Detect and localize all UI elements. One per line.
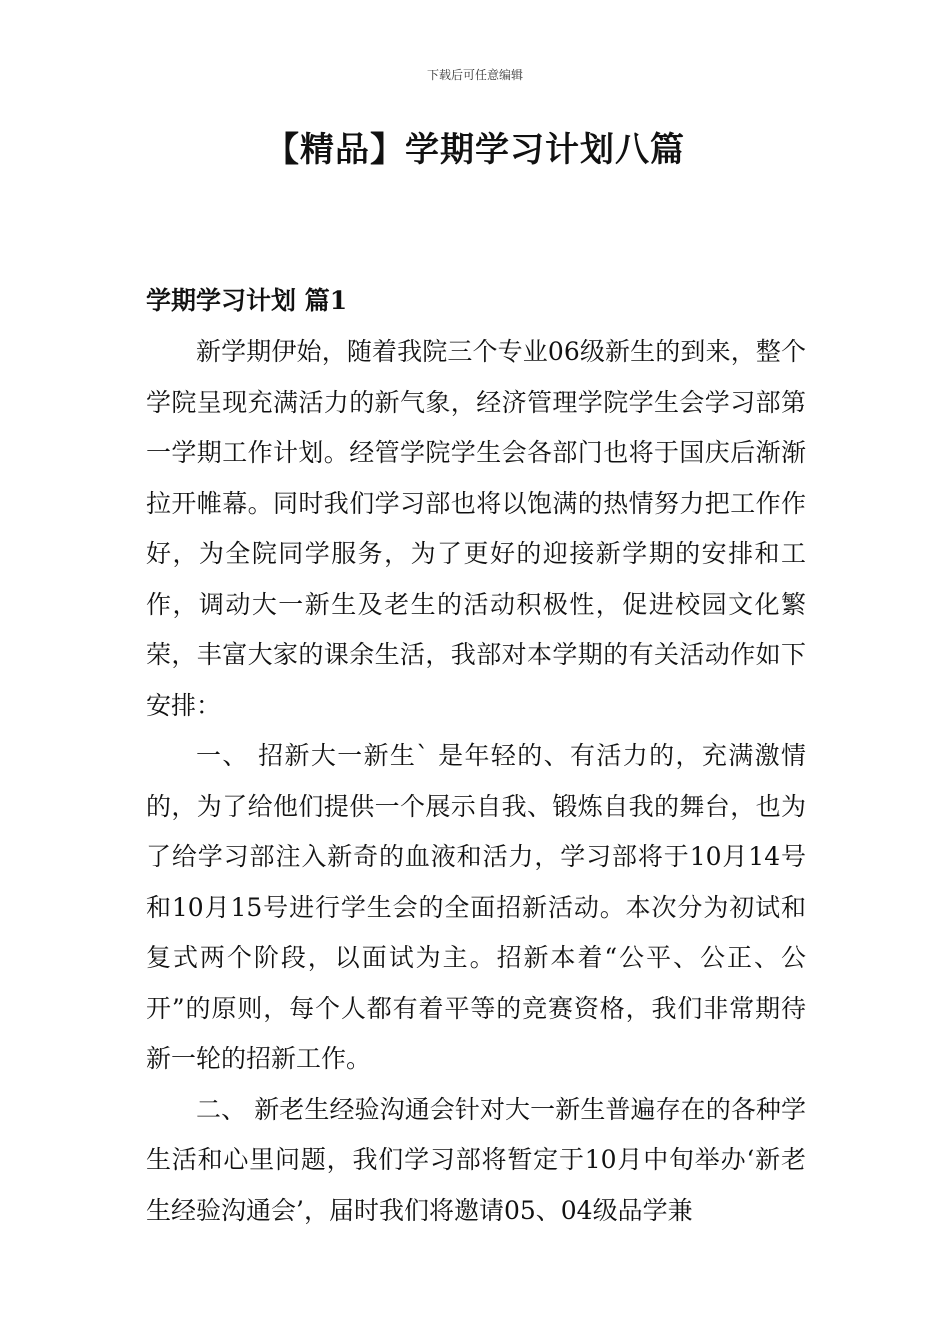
paragraph-item-2: 二、 新老生经验沟通会针对大一新生普遍存在的各种学生活和心里问题，我们学习部将暂定于10月中旬举办‘新老生经验沟通会’，届时我们将邀请05、04级品学兼 [146,1094,806,1225]
section-heading: 学期学习计划 篇1 [146,286,348,315]
paragraph-item-1: 一、 招新大一新生` 是年轻的、有活力的，充满激情的，为了给他们提供一个展示自我、锻炼自我的舞台，也为了给学习部注入新奇的血液和活力，学习部将于10月14号和10月15号进行学生会的全面招新活动。本次分为初试和复式两个阶段，以面试为主。招新本着“公平、公正、公开”的原则，每个人都有着平等的竞赛资格，我们非常期待新一轮的招新工作。 [146,741,806,1073]
document-title: 【精品】学期学习计划八篇 [265,130,685,170]
document-body [146,327,806,1236]
paragraph-intro: 新学期伊始，随着我院三个专业06级新生的到来，整个学院呈现充满活力的新气象，经济管理学院学生会学习部第一学期工作计划。经管学院学生会各部门也将于国庆后渐渐拉开帷幕。同时我们学习部也将以饱满的热情努力把工作作好，为全院同学服务，为了更好的迎接新学期的安排和工作，调动大一新生及老生的活动积极性，促进校园文化繁荣，丰富大家的课余生活，我部对本学期的有关活动作如下安排： [146,337,806,720]
page-header-note: 下载后可任意编辑 [426,68,523,82]
